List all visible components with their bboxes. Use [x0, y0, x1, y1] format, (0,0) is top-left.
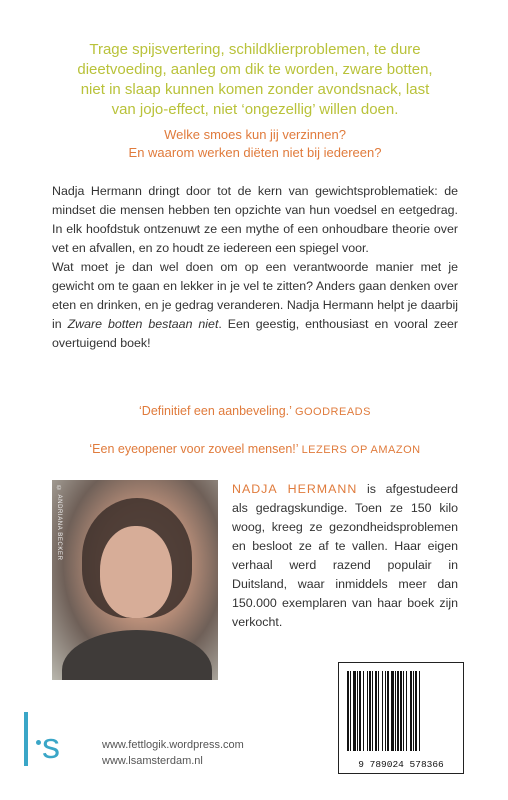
barcode-bar: [369, 671, 371, 751]
author-bio: [232, 480, 458, 632]
barcode-bar: [410, 671, 412, 751]
barcode-bar: [347, 671, 349, 751]
barcode-bar: [367, 671, 368, 751]
book-title: Zware botten bestaan niet: [67, 317, 219, 331]
photo-credit: © ANDRIANA BECKER: [56, 486, 62, 561]
question-1: Welke smoes kun jij verzinnen?: [164, 127, 346, 142]
bio-paragraph: [232, 480, 458, 632]
author-photo: [52, 480, 218, 680]
barcode-bar: [353, 671, 356, 751]
barcode-bar: [385, 671, 386, 751]
barcode-number: 9 789024 578366: [358, 759, 444, 770]
questions: [30, 126, 480, 162]
barcode-bar: [363, 671, 364, 751]
review-quote-2: [52, 440, 458, 459]
publisher-links: [102, 737, 244, 769]
publisher-logo: [22, 712, 72, 772]
link-fettlogik[interactable]: www.fettlogik.wordpress.com: [102, 739, 244, 751]
blurb: [52, 182, 458, 353]
barcode-bar: [387, 671, 389, 751]
lead-text: [30, 40, 480, 120]
review-quote-1: [52, 402, 458, 421]
barcode-bar: [415, 671, 417, 751]
photo-face: [100, 526, 172, 618]
quote-source: GOODREADS: [294, 406, 371, 418]
barcode-bar: [395, 671, 396, 751]
link-lsamsterdam[interactable]: www.lsamsterdam.nl: [102, 755, 203, 767]
photo-shirt: [62, 630, 212, 680]
logo-bar: [24, 712, 28, 766]
barcode-bar: [413, 671, 414, 751]
barcode-bars-icon: [347, 671, 455, 751]
author-name: NADJA HERMANN: [232, 482, 358, 496]
logo-dot: [36, 740, 41, 745]
blurb-text: Wat moet je dan wel doen om op een verantwoorde manier met je gewicht om te gaan en lekker in je vel te zitten? Anders gaan denken over eten en drinken, en je gedrag veranderen. Nadja Hermann helpt je daarbij in: [52, 260, 458, 331]
lead-line: Trage spijsvertering, schildklierproblemen, te dure: [89, 41, 421, 58]
barcode: [338, 662, 464, 774]
bio-text: is afgestudeerd als gedragskundige. Toen ze 150 kilo woog, kreeg ze gezondheidsproblemen en besloot ze af te vallen. Haar eigen verhaal werd razend populair in Duitsland, waar inmiddels meer dan 150.000 exemplaren van haar boek zijn verkocht.: [232, 482, 458, 629]
barcode-bar: [397, 671, 399, 751]
barcode-bar: [375, 671, 377, 751]
lead-line: niet in slaap kunnen komen zonder avondsnack, last: [80, 81, 430, 98]
barcode-bar: [372, 671, 373, 751]
blurb-paragraph-1: Nadja Hermann dringt door tot de kern van gewichtsproblematiek: de mindset die mensen hebben ten opzichte van hun voedsel en eetgedrag. In elk hoofdstuk ontzenuwt ze een mythe of een onhoudbare theorie over vet en afvallen, en zo houdt ze iedereen een spiegel voor.: [52, 184, 458, 255]
barcode-bar: [359, 671, 361, 751]
barcode-bar: [403, 671, 404, 751]
barcode-bar: [391, 671, 394, 751]
lead-line: van jojo-effect, niet ‘ongezellig’ willen doen.: [111, 101, 399, 118]
barcode-bar: [382, 671, 383, 751]
question-2: En waarom werken diëten niet bij iedereen?: [128, 145, 382, 160]
lead-line: dieetvoeding, aanleg om dik te worden, zware botten,: [77, 61, 433, 78]
barcode-bar: [400, 671, 402, 751]
blurb-paragraph-2: [52, 258, 458, 353]
barcode-bar: [419, 671, 420, 751]
barcode-bar: [350, 671, 351, 751]
quote-text: ‘Een eyeopener voor zoveel mensen!’: [89, 442, 299, 456]
barcode-bar: [378, 671, 379, 751]
quote-source: LEZERS OP AMAZON: [301, 444, 421, 456]
quote-text: ‘Definitief een aanbeveling.’: [139, 404, 292, 418]
logo-letter: s: [42, 725, 60, 766]
barcode-bar: [357, 671, 358, 751]
blurb-text: . Een geestig, enthousiast en vooral zeer overtuigend boek!: [52, 317, 458, 350]
barcode-bar: [406, 671, 407, 751]
